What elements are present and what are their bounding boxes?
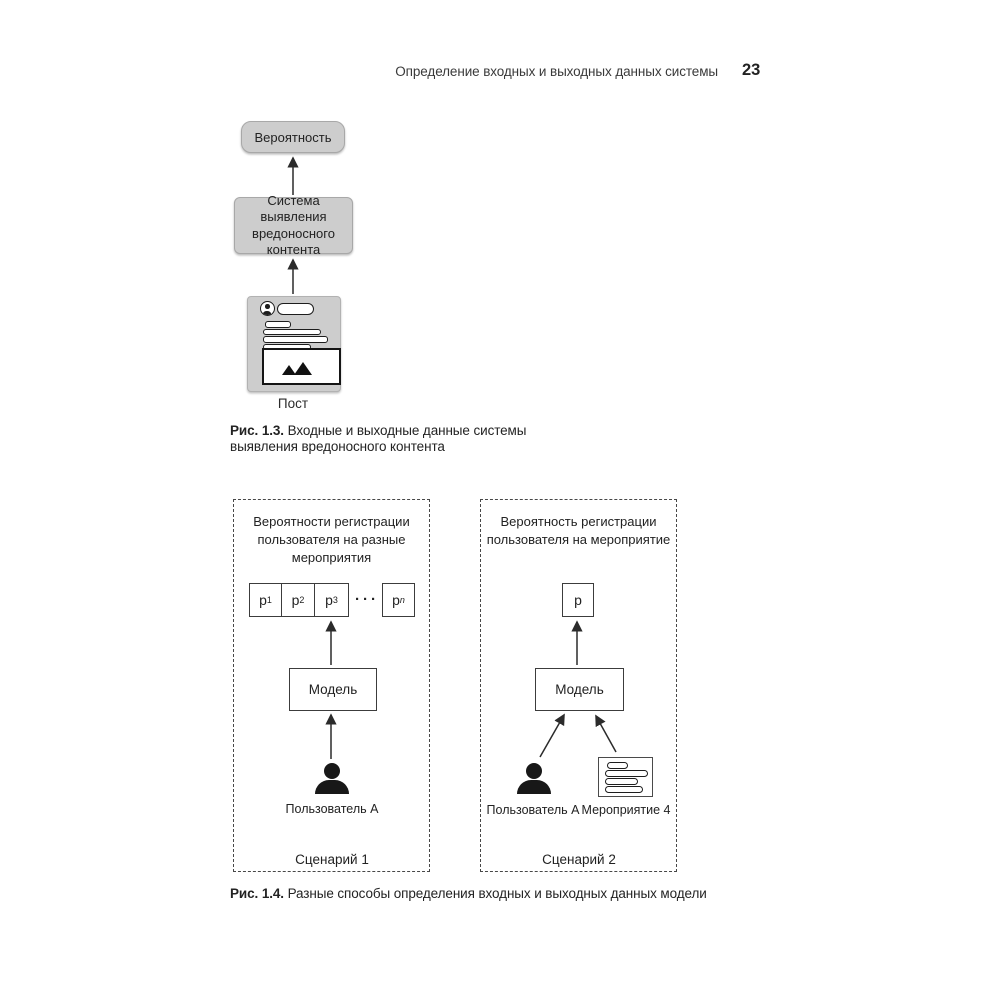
fig13-caption-line2: выявления вредоносного контента [230,438,445,454]
p2-sub: 2 [299,595,305,605]
page-number: 23 [742,61,761,79]
user-avatar-icon [260,301,275,316]
scenario1-title-line2: пользователя на разные [257,532,406,547]
fig13-caption-line1: Входные и выходные данные системы [283,423,527,438]
fig14-caption [230,886,710,902]
person-icon [324,763,340,779]
probability-cell-p1 [249,583,282,617]
scenario1-title-line3: мероприятия [291,550,372,565]
fig13-output-box [241,121,345,153]
p3-base: p [325,592,333,608]
p-base: p [574,592,582,608]
fig13-system-line2: вредоносного [252,225,335,241]
p2-base: p [291,592,300,608]
scenario2-title-line1: Вероятность регистрации [500,514,657,529]
p1-base: p [259,592,267,608]
fig13-caption-label: Рис. 1.3. [230,423,284,438]
pn-sub: n [399,595,405,605]
fig13-system-line3: контента [266,242,321,257]
scenario1-label-text: Сценарий 1 [295,852,369,867]
fig14-caption-label: Рис. 1.4. [230,886,284,901]
p3-sub: 3 [332,595,338,605]
probability-cell-pn [382,583,415,617]
scenario1-title-line1: Вероятности регистрации [253,514,410,529]
scenario2-title [481,513,676,549]
person-icon [526,763,542,779]
fig13-system-line1: Система выявления [260,192,327,224]
scenario2-model-box [535,668,624,711]
text-line-icon [265,321,291,328]
scenario1-user-label-text: Пользователь А [285,802,379,816]
text-line-icon [263,336,328,343]
scenario2-label-text: Сценарий 2 [542,852,616,867]
scenario2-model-label: Модель [555,682,604,697]
person-icon-body [315,780,349,794]
probability-cell-p3 [314,583,349,617]
scenario2-user-label-text: Пользователь А [486,803,580,817]
ellipsis-dots: ··· [355,591,379,608]
scenario2-panel [480,499,677,872]
post-label-text: Пост [277,396,309,411]
fig13-system-box [234,192,353,257]
running-header-title: Определение входных и выходных данных системы [395,64,718,79]
person-icon-body [517,780,551,794]
probability-cell-p [562,583,594,617]
scenario2-event-label-text: Мероприятие 4 [581,803,671,817]
scenario1-title [234,513,429,567]
mountain-image-icon [262,348,341,385]
scenario2-title-line2: пользователя на мероприятие [486,532,671,547]
post-thumbnail-icon [247,296,341,392]
scenario1-panel [233,499,430,872]
fig13-output-label: Вероятность [254,129,332,145]
p1-sub: 1 [266,595,272,605]
username-pill-icon [277,303,314,315]
fig13-caption [230,423,570,454]
fig14-caption-text: Разные способы определения входных и выходных данных модели [283,886,707,901]
text-line-icon [263,329,321,336]
scenario1-model-label: Модель [308,682,358,697]
event-document-icon [598,757,653,797]
scenario1-model-box [289,668,377,711]
pn-base: p [392,592,400,608]
probability-cell-p2 [281,583,315,617]
